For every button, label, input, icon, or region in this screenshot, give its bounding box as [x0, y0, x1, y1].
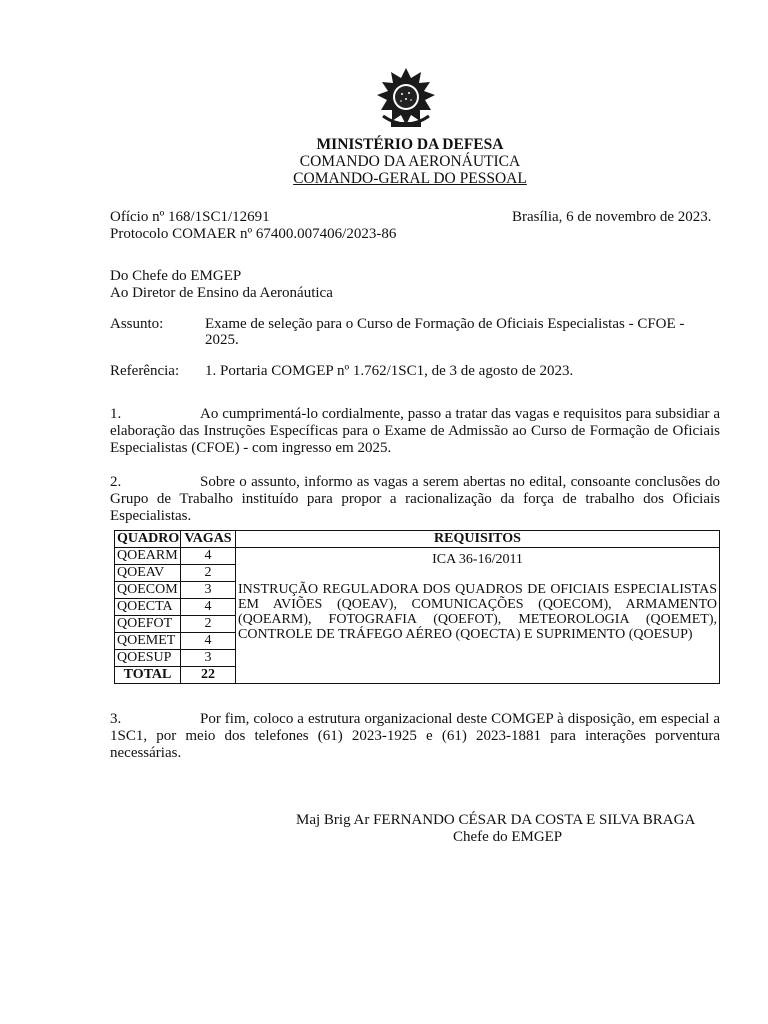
vagas-cell: 4: [181, 633, 236, 650]
paragraph-1: [110, 406, 720, 457]
quadro-cell: QOEARM: [115, 548, 181, 565]
paragraph-2: [110, 474, 720, 525]
vagas-cell: 2: [181, 565, 236, 582]
quadro-cell: QOECTA: [115, 599, 181, 616]
routing-from: Do Chefe do EMGEP: [110, 268, 242, 284]
table-header-requisitos: REQUISITOS: [236, 531, 720, 548]
vagas-cell: 3: [181, 582, 236, 599]
paragraph-2-text: Sobre o assunto, informo as vagas a serem abertas no edital, consoante conclusões do Grupo de Trabalho instituído para propor a racionalização da força de trabalho dos Oficiais Especialistas.: [110, 474, 720, 524]
table-header-quadro: QUADRO: [115, 531, 181, 548]
protocolo-number: Protocolo COMAER nº 67400.007406/2023-86: [110, 226, 397, 242]
quadro-cell: QOEAV: [115, 565, 181, 582]
header-general-command: COMANDO-GERAL DO PESSOAL: [293, 170, 527, 187]
vacancies-table: [114, 530, 720, 684]
paragraph-3-number: 3.: [110, 711, 122, 727]
header-command: COMANDO DA AERONÁUTICA: [299, 153, 521, 170]
paragraph-3-text: Por fim, coloco a estrutura organizacional deste COMGEP à disposição, em especial a 1SC1, por meio dos telefones (61) 2023-1925 e (61) 2023-1881 para interações porventura necessárias.: [110, 711, 720, 761]
vagas-cell: 4: [181, 599, 236, 616]
total-label: TOTAL: [115, 667, 181, 684]
paragraph-2-number: 2.: [110, 474, 122, 490]
paragraph-1-text: Ao cumprimentá-lo cordialmente, passo a tratar das vagas e requisitos para subsidiar a elaboração das Instruções Específicas para o Exame de Admissão ao Curso de Formação de Oficiais Especialistas (CFOE) - com ingresso em 2025.: [110, 406, 720, 456]
total-value: 22: [181, 667, 236, 684]
subject-line-1: Exame de seleção para o Curso de Formação de Oficiais Especialistas - CFOE -: [205, 316, 685, 332]
paragraph-3: [110, 711, 720, 762]
quadro-cell: QOEMET: [115, 633, 181, 650]
signature-role: Chefe do EMGEP: [453, 829, 563, 845]
routing-to: Ao Diretor de Ensino da Aeronáutica: [110, 285, 333, 301]
paragraph-1-number: 1.: [110, 406, 122, 422]
header-ministry: MINISTÉRIO DA DEFESA: [316, 136, 504, 153]
document-date: Brasília, 6 de novembro de 2023.: [512, 209, 712, 225]
signature-name: Maj Brig Ar FERNANDO CÉSAR DA COSTA E SILVA BRAGA: [296, 812, 696, 828]
requirements-code: ICA 36-16/2011: [432, 552, 523, 567]
table-header-vagas: VAGAS: [181, 531, 236, 548]
oficio-number: Ofício nº 168/1SC1/12691: [110, 209, 270, 225]
quadro-cell: QOESUP: [115, 650, 181, 667]
reference-text: 1. Portaria COMGEP nº 1.762/1SC1, de 3 de agosto de 2023.: [205, 363, 574, 379]
requirements-text: INSTRUÇÃO REGULADORA DOS QUADROS DE OFICIAIS ESPECIALISTAS EM AVIÕES (QOEAV), COMUNICAÇÕES (QOECOM), ARMAMENTO (QOEARM), FOTOGRAFIA (QOEFOT), METEOROLOGIA (QOEMET), CONTROLE DE TRÁFEGO AÉREO (QOECTA) E SUPRIMENTO (QOESUP): [238, 582, 717, 642]
quadro-cell: QOEFOT: [115, 616, 181, 633]
reference-label: Referência:: [110, 363, 180, 379]
quadro-cell: QOECOM: [115, 582, 181, 599]
requirements-cell: [236, 548, 720, 684]
table-row: [115, 548, 720, 565]
vagas-cell: 3: [181, 650, 236, 667]
subject-label: Assunto:: [110, 316, 164, 332]
vagas-cell: 2: [181, 616, 236, 633]
coat-of-arms-seal: [373, 66, 439, 132]
subject-line-2: 2025.: [205, 332, 239, 348]
vagas-cell: 4: [181, 548, 236, 565]
